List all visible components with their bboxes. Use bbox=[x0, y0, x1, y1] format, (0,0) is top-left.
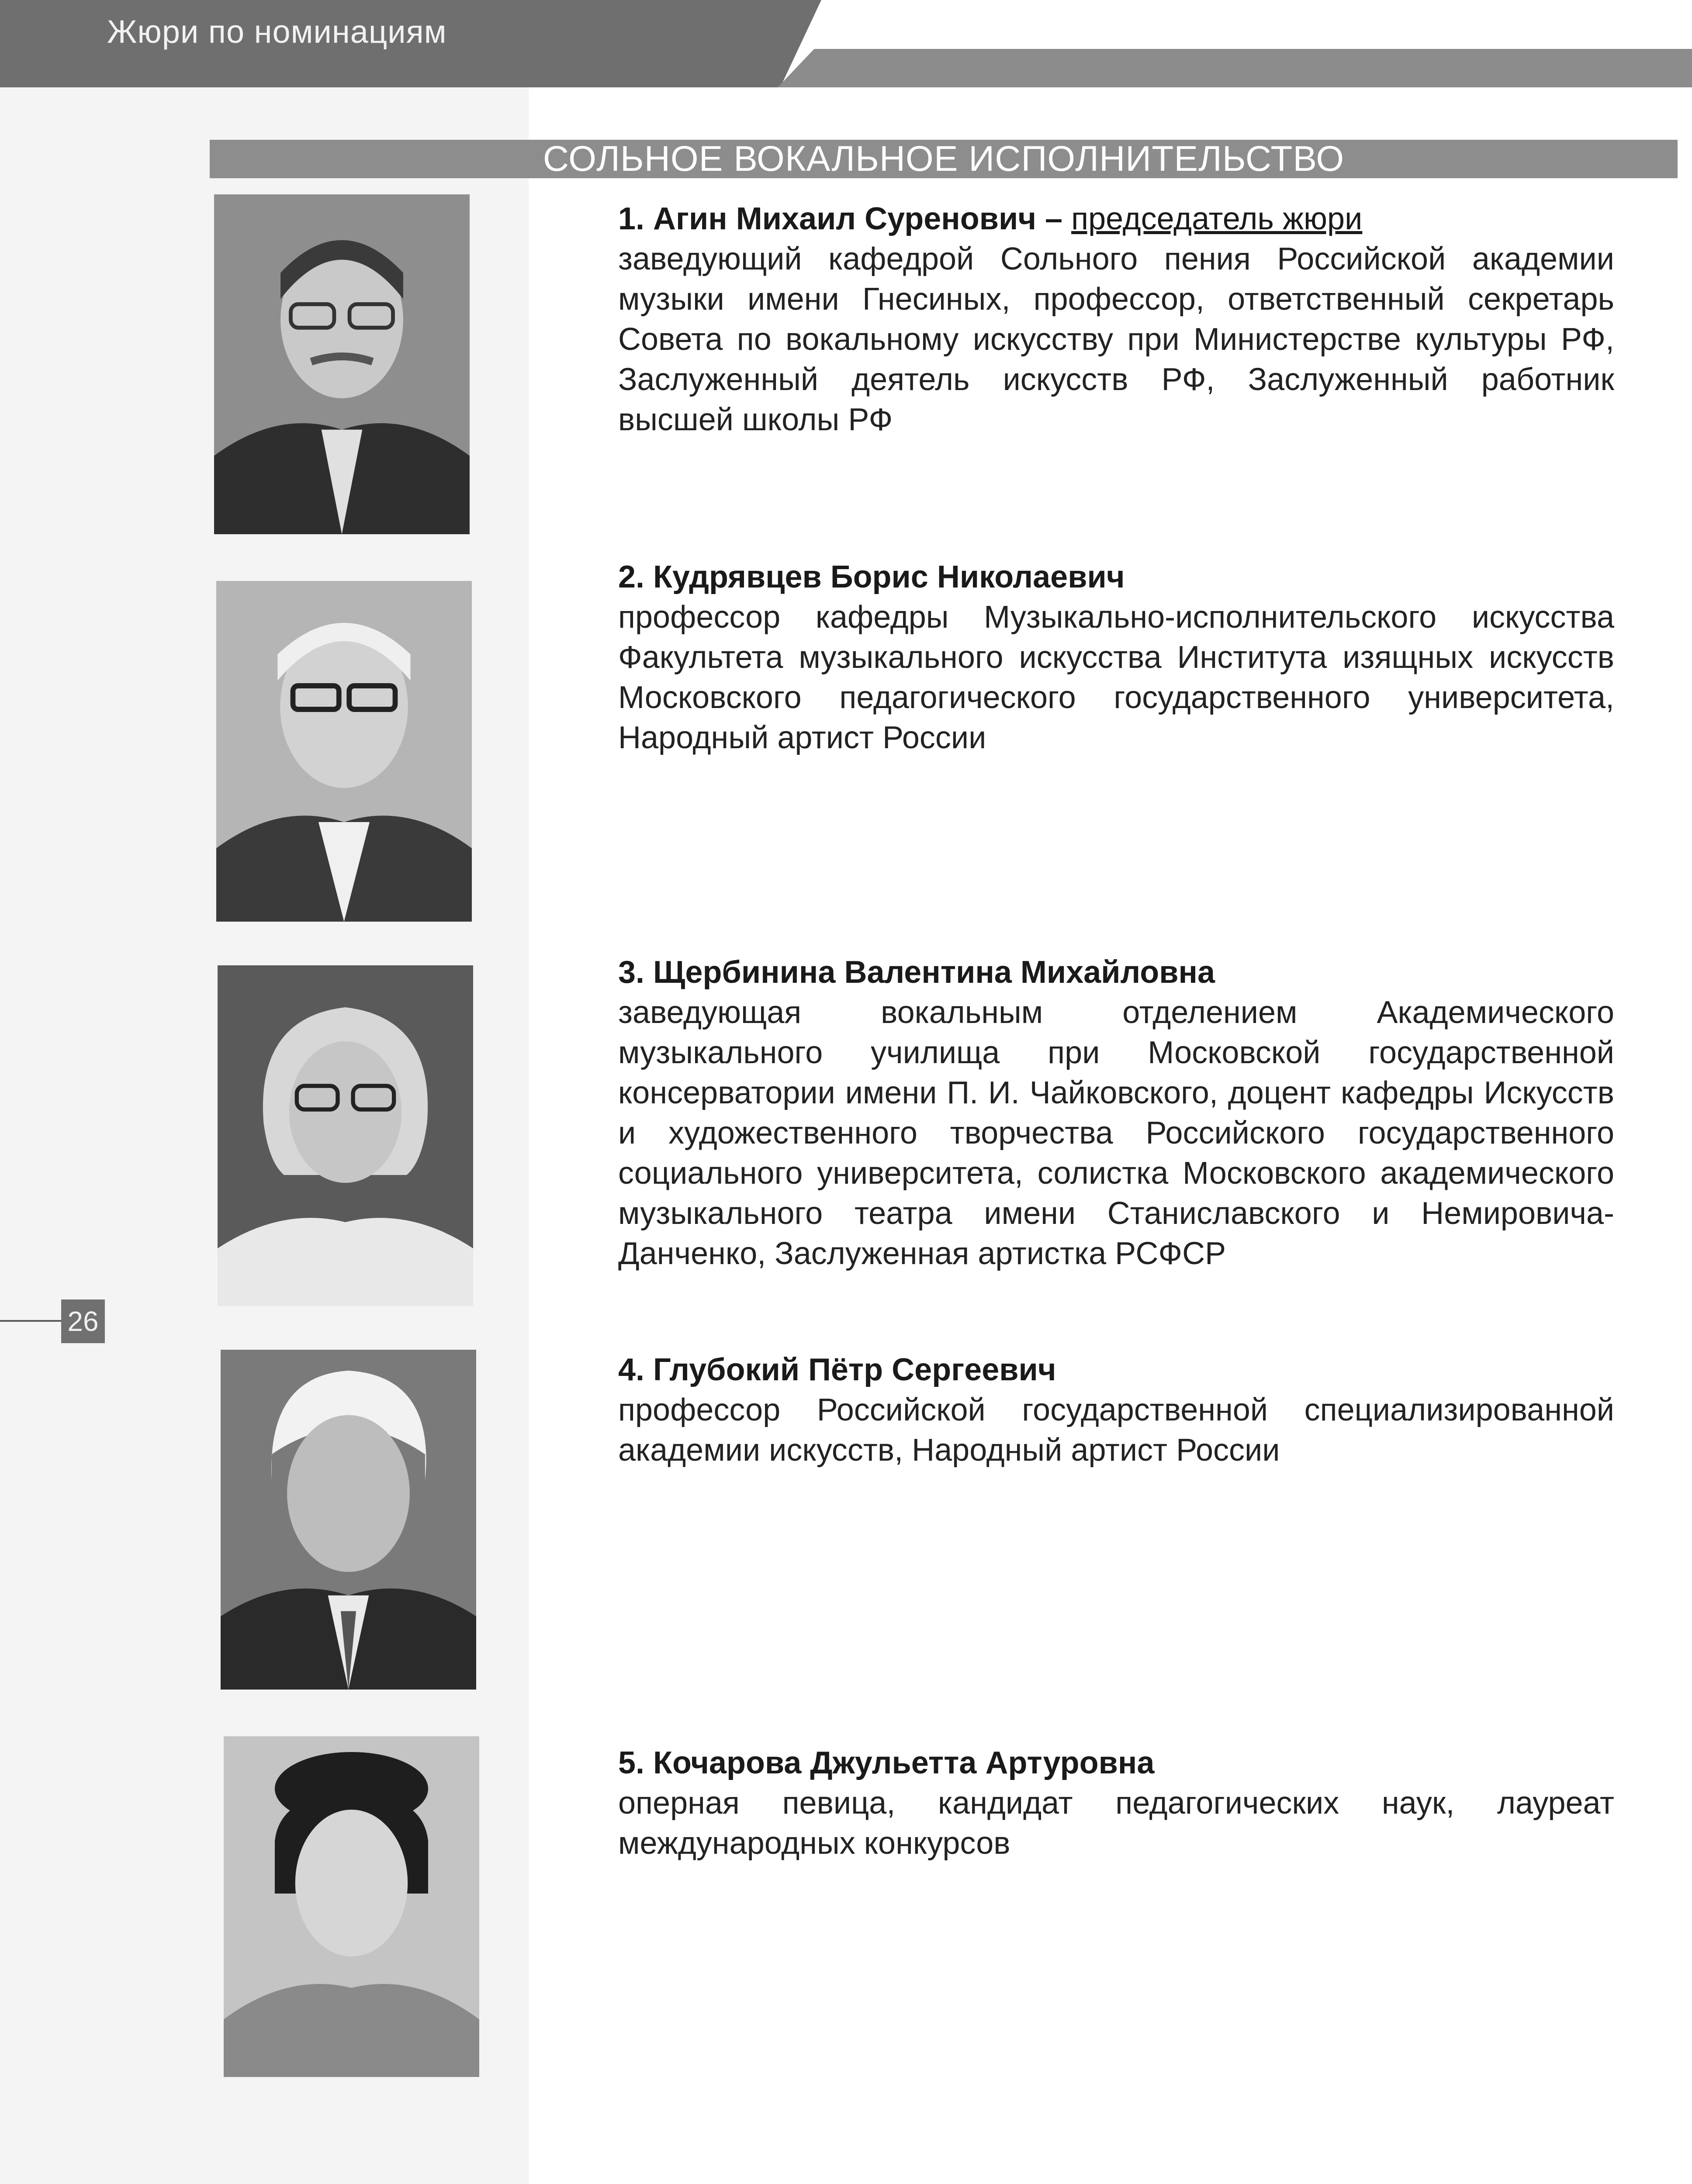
jury-name: 2. Кудрявцев Борис Николаевич bbox=[618, 560, 1125, 594]
portrait-photo-icon bbox=[221, 1350, 476, 1690]
jury-role: председатель жюри bbox=[1071, 201, 1363, 236]
page-number-rule bbox=[0, 1320, 61, 1322]
jury-entry-5 bbox=[618, 1743, 1614, 1863]
jury-entry-2 bbox=[618, 557, 1614, 758]
jury-description: профессор кафедры Музыкально-исполнительского искусства Факультета музыкального искусства Института изящных искусств Московского педагогического государственного университета, Народный артист России bbox=[618, 600, 1614, 755]
jury-entry-4 bbox=[618, 1350, 1614, 1470]
section-title: СОЛЬНОЕ ВОКАЛЬНОЕ ИСПОЛНИТЕЛЬСТВО bbox=[543, 139, 1345, 179]
portrait-photo-icon bbox=[218, 965, 473, 1306]
jury-description: заведующий кафедрой Сольного пения Российской академии музыки имени Гнесиных, профессор, ответственный секретарь Совета по вокальному искусству при Министерстве культуры РФ, Заслуженный деятель искусств РФ, Заслуженный работник высшей школы РФ bbox=[618, 242, 1614, 437]
jury-photo-1 bbox=[214, 194, 470, 534]
portrait-photo-icon bbox=[214, 194, 470, 534]
jury-description: оперная певица, кандидат педагогических наук, лауреат международных конкурсов bbox=[618, 1786, 1614, 1861]
jury-photo-4 bbox=[221, 1350, 476, 1690]
jury-name-text: 1. Агин Михаил Суренович bbox=[618, 201, 1037, 236]
jury-photo-2 bbox=[216, 581, 472, 922]
jury-entry-1 bbox=[618, 199, 1614, 440]
header-title: Жюри по номинациям bbox=[107, 14, 447, 50]
jury-description: заведующая вокальным отделением Академического музыкального училища при Московской государственной консерватории имени П. И. Чайковского, доцент кафедры Искусств и художественного творчества Российского государственного социального университета, солистка Московского академического музыкального театра имени Станиславского и Немировича-Данченко, Заслуженная артистка РСФСР bbox=[618, 995, 1614, 1271]
portrait-photo-icon bbox=[224, 1736, 479, 2077]
jury-photo-3 bbox=[218, 965, 473, 1306]
name-separator: – bbox=[1036, 201, 1072, 236]
jury-name: 4. Глубокий Пётр Сергеевич bbox=[618, 1352, 1056, 1387]
jury-photo-5 bbox=[224, 1736, 479, 2077]
section-banner bbox=[210, 140, 1678, 178]
jury-entry-3 bbox=[618, 952, 1614, 1274]
header-light-band bbox=[778, 49, 1692, 87]
page-number: 26 bbox=[61, 1299, 105, 1343]
jury-name: 5. Кочарова Джульетта Артуровна bbox=[618, 1745, 1155, 1780]
jury-name bbox=[618, 199, 1614, 239]
page-header bbox=[0, 0, 1692, 87]
jury-description: профессор Российской государственной специализированной академии искусств, Народный артист России bbox=[618, 1393, 1614, 1468]
jury-name: 3. Щербинина Валентина Михайловна bbox=[618, 955, 1215, 990]
portrait-photo-icon bbox=[216, 581, 472, 922]
